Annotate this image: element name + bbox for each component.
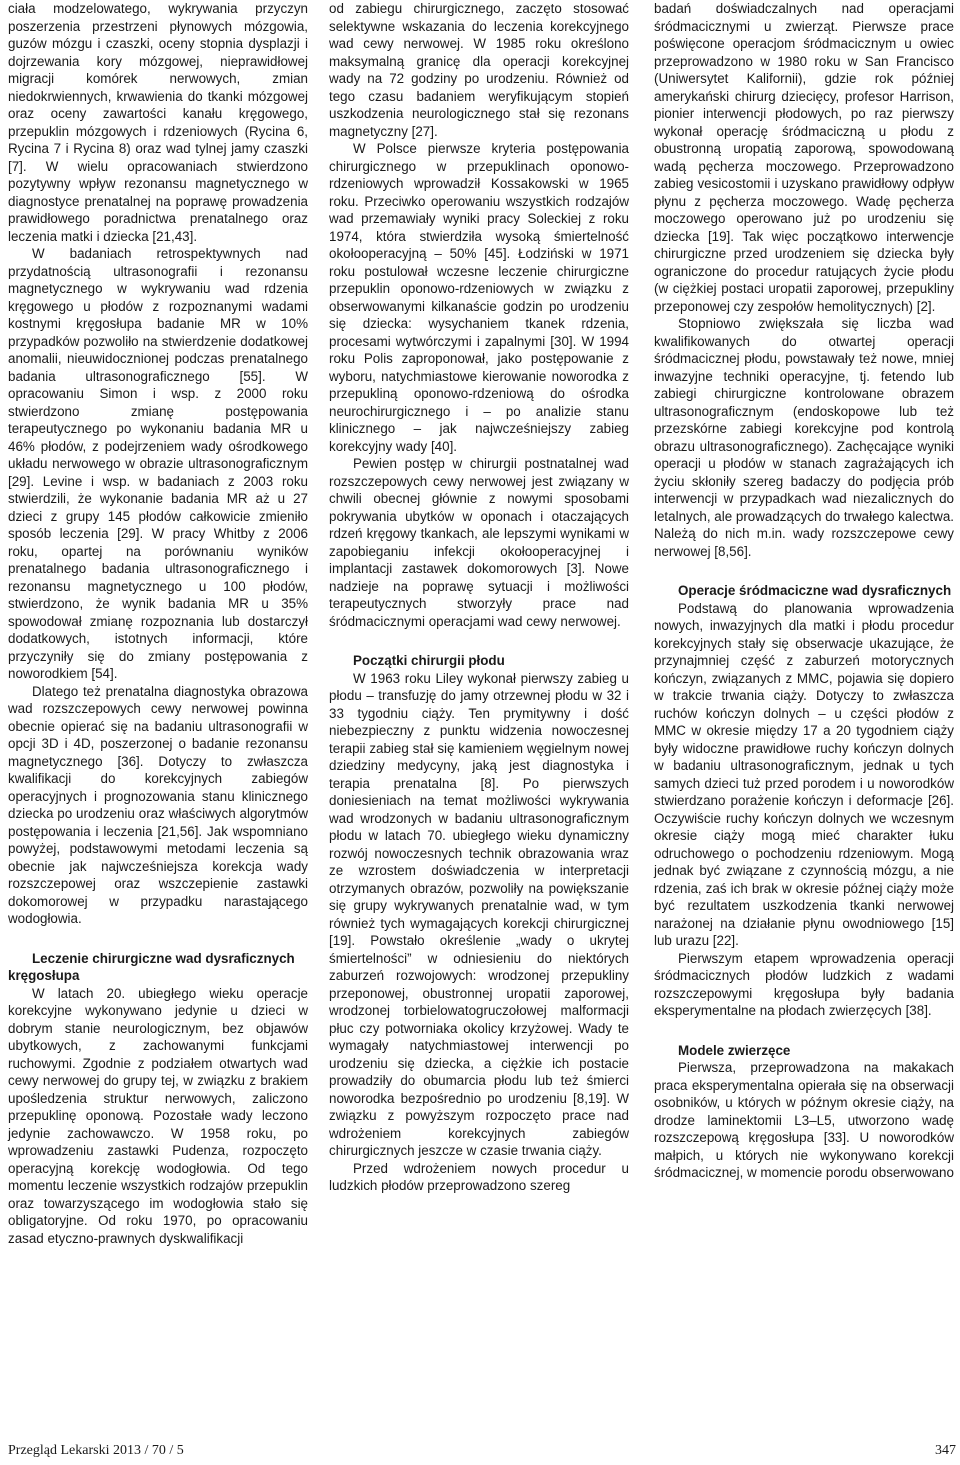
section-heading: Operacje śródmaciczne wad dysraficznych — [678, 583, 952, 598]
paragraph: W latach 20. ubiegłego wieku operacje korekcyjne wykonywano jedynie u dzieci w dobrym stanie neurologicznym, bez objawów ubytkowych, z zachowanymi funkcjami ruchowymi. Zgodnie z podziałem otwartych wad cewy nerwowej do grupy tej, w związku z brakiem upośledzenia struktur nerwowych, zaliczono przepuklinę oponową. Pozostałe wady leczono jedynie zachowawczo. W 1958 roku, po wprowadzeniu zastawki Pudenza, rozpoczęto operacyjną korekcję wodogłowia. Od tego momentu leczenie wszystkich rodzajów przepuklin oraz towarzyszącego im wodogłowia stało się obligatoryjne. Od roku 1970, po opracowaniu zasad etyczno-prawnych dyskwalifikacji — [8, 985, 308, 1246]
paragraph: Podstawą do planowania wprowadzenia nowych, inwazyjnych dla matki i płodu procedur korekcyjnych stały się obserwacje ukazujące, że przynajmniej część z zaburzeń motorycznych kończyn, związanych z MMC, pojawia się dopiero w trakcie trwania ciąży. Dotyczy to zwłaszcza ruchów kończyn dolnych – u części płodów z MMC w okresie między 17 a 20 tygodniem ciąży były widoczne prawidłowe ruchy kończyn dolnych w badaniu ultrasonograficznym, jednak u tych samych dzieci tuż przed porodem i u noworodków stwierdzano porażenie kończyn i deformacje [26]. Oczywiście ruchy kończyn dolnych we wczesnym okresie ciąży mogą mieć charakter łuku odruchowego o pochodzeniu rdzeniowym. Mogą jednak być związane z czynnością mózgu, a nie rdzenia, zaś ich brak w okresie późnej ciąży może być rezultatem uszkodzenia tkanki nerwowej narażonej na działanie płynu owodniowego [15] lub urazu [22]. — [654, 600, 954, 948]
text-column-2 — [329, 0, 629, 1195]
paragraph: badań doświadczalnych nad operacjami śródmacicznymi u zwierząt. Pierwsze prace poświęcone operacjom śródmacicznym u owiec przeprowadzono w 1980 roku w San Francisco (Uniwersytet Kalifornii), gdzie rok później amerykański chirurg dziecięcy, profesor Harrison, pionier interwencji płodowych, po raz pierwszy wykonał operację śródmaciczną u płodu z obustronną uropatią zaporową, spowodowaną wadą pęcherza moczowego. Przeprowadzono zabieg vesicostomii i uzyskano prawidłowy odpływ płynu z pęcherza moczowego. Wadę pęcherza moczowego operowano już po urodzeniu się dziecka [19]. Tak więc początkowo interwencje chirurgiczne przed urodzeniem się dziecka były ograniczone do procedur ratujących życie płodu (w ciężkiej postaci uropatii zaporowej, przepukliny przeponowej czy zespołów hemolitycznych) [2]. — [654, 1, 954, 314]
paragraph: Pierwsza, przeprowadzona na makakach praca eksperymentalna opierała się na obserwacji osobników, u których w późnym okresie ciąży, na drodze laminektomii L3–L5, utworzono wadę rozszczepową kręgosłupa [33]. U noworodków małpich, u których nie wykonywano korekcji śródmacicznej, w momencie porodu obserwowano — [654, 1060, 954, 1180]
section-heading: Modele zwierzęce — [678, 1042, 791, 1058]
paragraph: W Polsce pierwsze kryteria postępowania chirurgicznego w przepuklinach oponowo-rdzeniowych wprowadził Kossakowski w 1965 roku. Przeciwko operowaniu wszystkich rodzajów wad przemawiały wyniki pracy Soleckiej z roku 1974, która stwierdziła wysoką śmiertelność okołooperacyjną – 50% [45]. Łodziński w 1971 roku postulował wczesne leczenie chirurgiczne przepuklin oponowo-rdzeniowych w związku z obserwowanymi kilkanaście godzin po urodzeniu się dziecka: wysychaniem tkanek rdzenia, procesami wytwórczymi i zapalnymi [30]. W 1994 roku Polis zaproponował, jako postępowanie z wyboru, natychmiastowe kierowanie noworodka z przepukliną oponowo-rdzeniową do ośrodka neurochirurgicznego i – po analizie stanu klinicznego – jak najwcześniejszy zabieg korekcyjny wady [40]. — [329, 141, 629, 454]
paragraph: Dlatego też prenatalna diagnostyka obrazowa wad rozszczepowych cewy nerwowej powinna obecnie opierać się na badaniu ultrasonografii w opcji 3D i 4D, poszerzonej o badanie rezonansu magnetycznego [36]. Dotyczy to zwłaszcza kwalifikacji do korekcyjnych zabiegów operacyjnych i prognozowania stanu klinicznego dziecka po urodzeniu oraz właściwych algorytmów postępowania i leczenia [21,56]. Jak wspomniano powyżej, podstawowymi metodami leczenia są obecnie jak najwcześniejsza korekcja wady rozszczepowej oraz wszczepienie zastawki dokomorowej w przypadku narastającego wodogłowia. — [8, 683, 308, 926]
text-column-3 — [654, 0, 954, 1182]
section-heading: Leczenie chirurgiczne wad dysraficznych kręgosłupa — [8, 950, 295, 983]
page-footer — [0, 1443, 960, 1463]
paragraph: Pewien postęp w chirurgii postnatalnej wad rozszczepowych cewy nerwowej jest związany w chwili obecnej głównie z nowymi sposobami pokrywania ubytków w oponach i otaczających rdzeń kręgowy tkankach, ale lepszymi wynikami w zapobieganiu infekcji okołooperacyjnej i implantacji zastawek dokomorowych [3]. Nowe nadzieje na poprawę sytuacji i możliwości terapeutycznych stworzyły prace nad śródmacicznymi operacjami wad cewy nerwowej. — [329, 456, 629, 629]
section-heading: Początki chirurgii płodu — [353, 653, 505, 668]
paragraph: W 1963 roku Liley wykonał pierwszy zabieg u płodu – transfuzję do jamy otrzewnej płodu w 32 i 33 tygodniu ciąży. Ten prymitywny i dość niebezpieczny z punktu widzenia nowoczesnej terapii zabieg stał się kamieniem węgielnym nowej dziedziny medycyny, jaką jest diagnostyka i terapia prenatalna [8]. Po pierwszych doniesieniach na temat możliwości wykrywania wad wrodzonych w badaniu ultrasonograficznym płodu w latach 70. ubiegłego wieku dynamiczny rozwój nowoczesnych technik obrazowania wraz ze wzrostem doświadczenia w interpretacji otrzymanych obrazów, pozwoliły na powiększanie się grupy wykrywanych prenatalnie wad, w tym również tych wymagających korekcji chirurgicznej [19]. Powstało określenie „wady o ukrytej śmiertelności” w odniesieniu do niektórych zaburzeń rozwojowych: wrodzonej przepukliny przeponowej, obustronnej uropatii zaporowej, wrodzonej torbielowatogruczołowej malformacji płuc czy potworniaka okolicy krzyżowej. Wady te wymagały natychmiastowej interwencji po urodzeniu się dziecka, a ciężkie ich postacie prowadziły do obumarcia płodu lub też śmierci noworodka bezpośrednio po urodzeniu [8,19]. W związku z powyższym rozpoczęto prace nad wdrożeniem korekcyjnych zabiegów chirurgicznych jeszcze w czasie trwania ciąży. — [329, 670, 629, 1158]
page-number: 347 — [935, 1443, 956, 1458]
paragraph: W badaniach retrospektywnych nad przydatnością ultrasonografii i rezonansu magnetycznego w wykrywaniu wad rdzenia kręgowego u płodów z rozpoznanymi wadami kostnymi kręgosłupa badanie MR w 10% przypadków pozwoliło na stwierdzenie dodatkowej anomalii, nieuwidocznionej podczas prenatalnego badania ultrasonograficznego [55]. W opracowaniu Simon i wsp. z 2000 roku stwierdzono zmianę postępowania terapeutycznego po wykonaniu badania MR u 46% płodów, z podejrzeniem wady ośrodkowego układu nerwowego w obrazie ultrasonograficznym [29]. Levine i wsp. w badaniach z 2003 roku stwierdzili, że wykonanie badania MR aż u 27 dzieci z grupy 145 płodów całkowicie zmieniło sposób leczenia [29]. W pracy Whitby z 2006 roku, opartej na porównaniu wyników prenatalnego badania ultrasonograficznego i rezonansu magnetycznego u 100 płodów, stwierdzono, że wynik badania MR u 35% spowodował zmianę rozpoznania lub dostarczył dodatkowych, istotnych informacji, które przyczyniły się do zmiany postępowania z noworodkiem [54]. — [8, 246, 308, 681]
journal-citation: Przegląd Lekarski 2013 / 70 / 5 — [8, 1443, 184, 1458]
paragraph: Stopniowo zwiększała się liczba wad kwalifikowanych do otwartej operacji śródmacicznej płodu, powstawały też nowe, mniej inwazyjne techniki operacyjne, tj. fetendo lub zabiegi chirurgiczne kontrolowane obrazem ultrasonograficznym (endoskopowe lub też przezskórne zabiegi korekcyjne pod kontrolą obrazu ultrasonograficznego). Zachęcające wyniki operacji u płodów w stanach zagrażających ich życiu skłoniły szereg badaczy do podjęcia prób interwencji w przypadkach wad niezalicznych do letalnych, ale prowadzących do trwałego kalectwa. Należą do nich m.in. wady rozszczepowe cewy nerwowej [8,56]. — [654, 316, 954, 559]
paragraph: od zabiegu chirurgicznego, zaczęto stosować selektywne wskazania do leczenia korekcyjnego wad cewy nerwowej. W 1985 roku określono maksymalną granicę dla operacji korekcyjnej wady na 72 godziny po urodzeniu. Również od tego czasu badaniem weryfikującym stopień uszkodzenia neurologicznego stał się rezonans magnetyczny [27]. — [329, 1, 629, 139]
paragraph: Przed wdrożeniem nowych procedur u ludzkich płodów przeprowadzono szereg — [329, 1160, 629, 1193]
paragraph: Pierwszym etapem wprowadzenia operacji śródmacicznych płodów ludzkich z wadami rozszczepowymi kręgosłupa były badania eksperymentalne na płodach zwierzęcych [38]. — [654, 950, 954, 1018]
text-column-1 — [8, 0, 308, 1247]
paragraph: ciała modzelowatego, wykrywania przyczyn poszerzenia przestrzeni płynowych mózgowia, guzów mózgu i czaszki, oceny stopnia dysplazji i dojrzewania kory mózgowej, nieprawidłowej migracji komórek nerwowych, zmian niedokrwiennych, krwawienia do tkanki mózgowej oraz oceny zawartości kanału kręgowego, przepuklin mózgowych i rdzeniowych (Rycina 6, Rycina 7 i Rycina 8) oraz wad tylnej jamy czaszki [7]. W wielu opracowaniach stwierdzono pozytywny wpływ rezonansu magnetycznego w diagnostyce prenatalnej na poprawę prowadzenia prawidłowego poradnictwa prenatalnego oraz leczenia matki i dziecka [21,43]. — [8, 1, 308, 244]
